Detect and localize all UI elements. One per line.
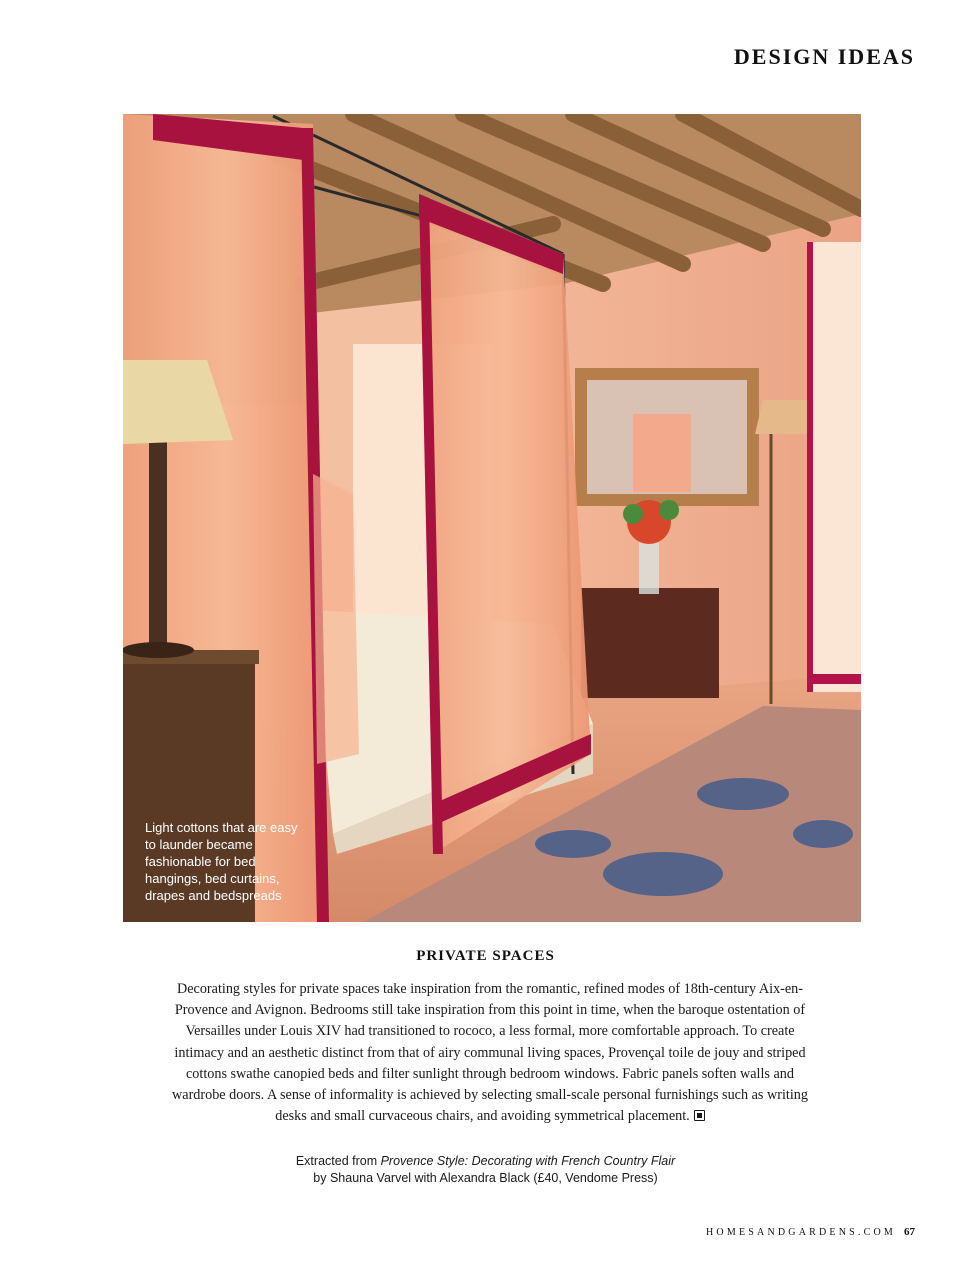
- footer-site: HOMESANDGARDENS.COM: [706, 1227, 896, 1238]
- photo-caption: Light cottons that are easy to launder became fashionable for bed hangings, bed curtains, drapes and bedspreads: [145, 820, 298, 903]
- credit-line-1: [0, 1153, 971, 1170]
- credit-line-2: by Shauna Varvel with Alexandra Black (£40, Vendome Press): [313, 1171, 658, 1185]
- bedroom-photo: [123, 114, 861, 922]
- book-credit: [0, 1153, 971, 1187]
- bedroom-illustration: [123, 114, 861, 922]
- article-subhead: PRIVATE SPACES: [416, 948, 555, 964]
- page-number: 67: [904, 1226, 915, 1238]
- end-mark-icon: [694, 1110, 705, 1121]
- page-footer: [706, 1226, 915, 1238]
- credit-prefix: Extracted from: [295, 1154, 381, 1168]
- section-title: DESIGN IDEAS: [733, 44, 915, 69]
- article-body-text: Decorating styles for private spaces take inspiration from the romantic, refined modes of 18th-century Aix-en-Provence and Avignon. Bedrooms still take inspiration from this point in time, when the baroque ostentation of Versailles under Louis XIV had transitioned to rococo, a less formal, more comfortable approach. To create intimacy and an aesthetic distinct from that of airy communal living spaces, Provençal toile de jouy and striped cottons swathe canopied beds and filter sunlight through bedroom windows. Fabric panels soften walls and wardrobe doors. A sense of informality is achieved by selecting small-scale personal furnishings such as writing desks and small curvaceous chairs, and avoiding symmetrical placement.: [172, 981, 808, 1125]
- book-title: Provence Style: Decorating with French Country Flair: [380, 1154, 676, 1168]
- article-body: [160, 979, 820, 1127]
